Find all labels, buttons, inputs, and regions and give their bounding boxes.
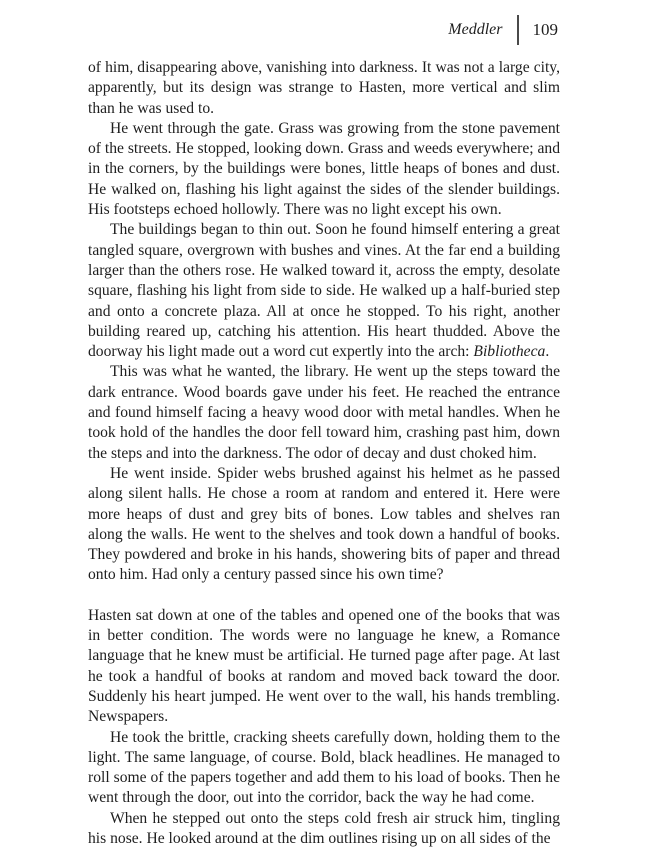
paragraph: He took the brittle, cracking sheets carefully down, holding them to the light. The same language, of course. Bold, black headlines. He managed to roll some of the papers together and add them to his load of books. Then he went through the door, out into the corridor, back the way he had come.: [88, 728, 560, 807]
paragraph: Hasten sat down at one of the tables and opened one of the books that was in better condition. The words were no language he knew, a Romance language that he knew must be artificial. He turned page after page. At last he took a handful of books at random and moved back toward the door. Suddenly his heart jumped. He went over to the wall, his hands trembling. Newspapers.: [88, 606, 560, 726]
page-header: [448, 15, 558, 45]
running-title: Meddler: [448, 21, 503, 38]
paragraph-text: The buildings began to thin out. Soon he found himself entering a great tangled square, overgrown with bushes and vines. At the far end a building larger than the others rose. He walked toward it, across the empty, desolate square, flashing his light from side to side. He walked up a half-buried step and onto a concrete plaza. All at once he stopped. To his right, another building reared up, catching his attention. His heart thudded. Above the doorway his light made out a word cut expertly into the arch:: [88, 221, 560, 361]
paragraph: He went through the gate. Grass was growing from the stone pavement of the streets. He stopped, looking down. Grass and weeds everywhere; and in the corners, by the buildings were bones, little heaps of bones and dust. He walked on, flashing his light against the sides of the slender buildings. His footsteps echoed hollowly. There was no light except his own.: [88, 119, 561, 219]
body-text: [88, 58, 560, 849]
header-divider: [517, 15, 519, 45]
paragraph: When he stepped out onto the steps cold fresh air struck him, tingling his nose. He looked around at the dim outlines rising up on all sides of the: [88, 809, 560, 847]
paragraph: This was what he wanted, the library. He went up the steps toward the dark entrance. Wood boards gave under his feet. He reached the entrance and found himself facing a heavy wood door with metal handles. When he took hold of the handles the door fell toward him, crashing past him, down the steps and into the darkness. The odor of decay and dust choked him.: [88, 363, 560, 462]
paragraph-punctuation: .: [545, 343, 550, 361]
paragraph: He went inside. Spider webs brushed against his helmet as he passed along silent halls. He chose a room at random and entered it. Here were more heaps of dust and grey bits of bones. Low tables and shelves ran along the walls. He went to the shelves and took down a handful of books. They powdered and broke in his hands, showering bits of paper and thread onto him. Had only a century passed since his own time?: [88, 464, 560, 584]
paragraph: [88, 220, 560, 362]
page-number: 109: [532, 20, 558, 39]
inscription-word: Bibliotheca: [473, 343, 546, 361]
paragraph: of him, disappearing above, vanishing into darkness. It was not a large city, apparently, but its design was strange to Hasten, more vertical and slim than he was used to.: [88, 59, 560, 117]
